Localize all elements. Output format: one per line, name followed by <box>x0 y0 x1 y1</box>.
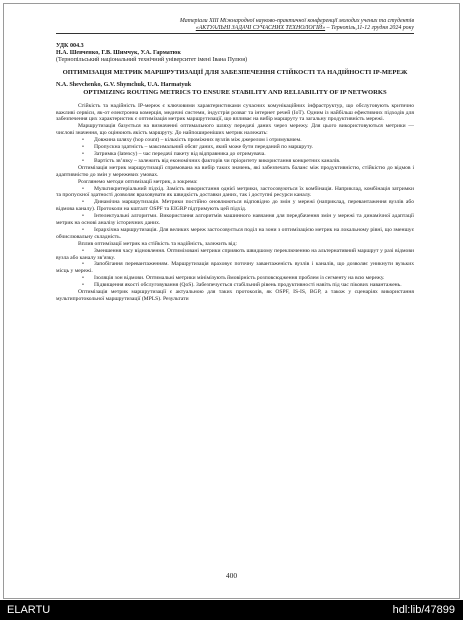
bullet-icon: • <box>82 213 84 220</box>
paragraph: Оптимізація метрик маршрутизації спрямована на вибір таких значень, які забезпечать баланс між продуктивністю, стійкістю до відмов і адаптивністю до змін у мережевих умовах. <box>56 164 414 178</box>
bullet-icon: • <box>82 137 84 144</box>
bullet-item <box>56 144 414 151</box>
bullet-item <box>56 227 414 241</box>
authors-en: N.A. Shevchenko, G.V. Shymchuk, U.A. Harmatyuk <box>56 82 192 89</box>
bullet-icon: • <box>82 185 84 192</box>
header-rule <box>56 33 414 34</box>
bullet-item <box>56 282 414 289</box>
bullet-icon: • <box>82 150 84 157</box>
bullet-item <box>56 261 414 275</box>
bullet-text: Ізоляція зон відмови. Оптимальні метрики мінімізують ймовірність розповсюдження проблем із сегменту на всю мережу. <box>94 275 385 282</box>
title-en: OPTIMIZING ROUTING METRICS TO ENSURE STABILITY AND RELIABILITY OF IP NETWORKS <box>83 89 387 97</box>
bullet-text: Підвищення якості обслуговування (QoS). Забезпечується стабільний рівень продуктивності навіть під час пікових навантажень. <box>94 282 402 289</box>
bullet-item <box>56 199 414 213</box>
conference-place-date: – Тернопіль,11-12 грудня 2024 року <box>325 24 414 31</box>
bullet-text: Зменшення часу відновлення. Оптимізовані метрики сприяють швидшому переключенню на альтернативний маршрут у разі відмови вузла або каналу зв’язку. <box>56 247 414 261</box>
document-page <box>3 3 460 599</box>
bullet-text: Запобігання перевантаженням. Маршрутизація враховує поточну завантаженість вузлів і каналів, що дозволяє уникнути вузьких місць у мережі. <box>56 261 414 275</box>
authors-ua: Н.А. Шевченко, Г.В. Шимчук, У.А. Гарматюк <box>56 49 181 56</box>
handle-id[interactable]: hdl:lib/47899 <box>392 604 455 616</box>
bullet-text: Довжина шляху (hop count) – кількість проміжних вузлів між джерелом і отримувачем. <box>94 137 302 144</box>
bullet-icon: • <box>82 144 84 151</box>
bullet-icon: • <box>82 282 84 289</box>
bullet-text: Затримка (latency) – час передачі пакету від відправника до отримувача. <box>94 150 266 157</box>
conference-header-line1: Матеріали XIII Міжнародної науково-практичної конференції молодих учених та студентів <box>179 18 414 24</box>
bullet-item <box>56 158 414 165</box>
bullet-item <box>56 248 414 262</box>
conference-name: «АКТУАЛЬНІ ЗАДАЧІ СУЧАСНИХ ТЕХНОЛОГІЙ» <box>195 24 326 31</box>
bullet-item <box>56 213 414 227</box>
repository-footer <box>0 600 463 620</box>
paragraph: Оптимізація метрик маршрутизації є актуальною для таких протоколів, як OSPF, IS-IS, BGP, а також у сценаріях використання мультипротокольної маршрутизації (MPLS). Результати <box>56 289 414 302</box>
paragraph: Стійкість та надійність IP-мереж є ключовими характеристиками сучасних комунікаційних інфраструктур, що обслуговують критично важливі сервіси, як-от електронна комерція, медичні системи, індустрія розваг та інтернет речей (IoT). Одним із найбільш ефективних підходів для забезпечення цих характеристик є оптимізація метрик маршрутизації, що впливає на вибір маршруту та загальну продуктивність мережі. <box>56 102 414 123</box>
repository-name: ELARTU <box>7 604 51 616</box>
bullet-text: Мультикритеріальний підхід. Замість використання однієї метрики, застосовуються їх комбінація. Наприклад, комбінація затримки та пропускної здатності дозволяє враховувати як швидкість доставки даних, так і доступні ресурси каналу. <box>56 185 414 199</box>
bullet-icon: • <box>82 199 84 206</box>
conference-header-line2 <box>56 25 414 32</box>
bullet-text: Динамічна маршрутизація. Метрики постійно оновлюються відповідно до змін у мережі (наприклад, перевантаження вузлів або відмова каналу). Протоколи на кшталт OSPF та EIGRP підтримують цей підхід. <box>56 199 414 213</box>
bullet-text: Вартість зв’язку – залежить від економічних факторів чи пріоритету використання конкретних каналів. <box>94 157 341 164</box>
page-number: 400 <box>225 571 238 580</box>
bullet-item <box>56 151 414 158</box>
article-body <box>56 103 414 303</box>
bullet-icon: • <box>82 157 84 164</box>
paragraph: Маршрутизація базується на визначенні оптимального шляху передачі даних через мережу. Для цього використовуються метрики — числові значення, що оцінюють якість маршруту. До найпоширеніших метрик належать: <box>56 123 414 137</box>
bullet-text: Пропускна здатність – максимальний обсяг даних, який може бути переданий по маршруту. <box>94 144 313 151</box>
title-ua: ОПТИМІЗАЦІЯ МЕТРИК МАРШРУТИЗАЦІЇ ДЛЯ ЗАБЕЗПЕЧЕННЯ СТІЙКОСТІ ТА НАДІЙНОСТІ IP-МЕРЕЖ <box>62 68 408 76</box>
bullet-text: Інтелектуальні алгоритми. Використання алгоритмів машинного навчання для передбачення змін у мережі та динамічної адаптації метрик на основі аналізу історичних даних. <box>56 213 414 227</box>
paragraph: Розглянемо методи оптимізації метрик, а зокрема: <box>78 178 198 185</box>
bullet-text: Ієрархічна маршрутизація. Для великих мереж застосовується поділ на зони з оптимізацією метрик на локальному рівні, що зменшує обчислювальну складність. <box>56 226 414 240</box>
bullet-icon: • <box>82 261 84 268</box>
bullet-icon: • <box>82 247 84 254</box>
bullet-icon: • <box>82 275 84 282</box>
udk-code: УДК 004.3 <box>56 42 84 49</box>
bullet-item <box>56 186 414 200</box>
page-content <box>56 18 414 303</box>
affiliation: (Тернопільський національний технічний університет імені Івана Пулюя) <box>56 56 248 63</box>
paragraph: Вплив оптимізації метрик на стійкість та надійність, залежить від: <box>78 240 237 247</box>
conference-header <box>56 18 414 32</box>
bullet-icon: • <box>82 226 84 233</box>
